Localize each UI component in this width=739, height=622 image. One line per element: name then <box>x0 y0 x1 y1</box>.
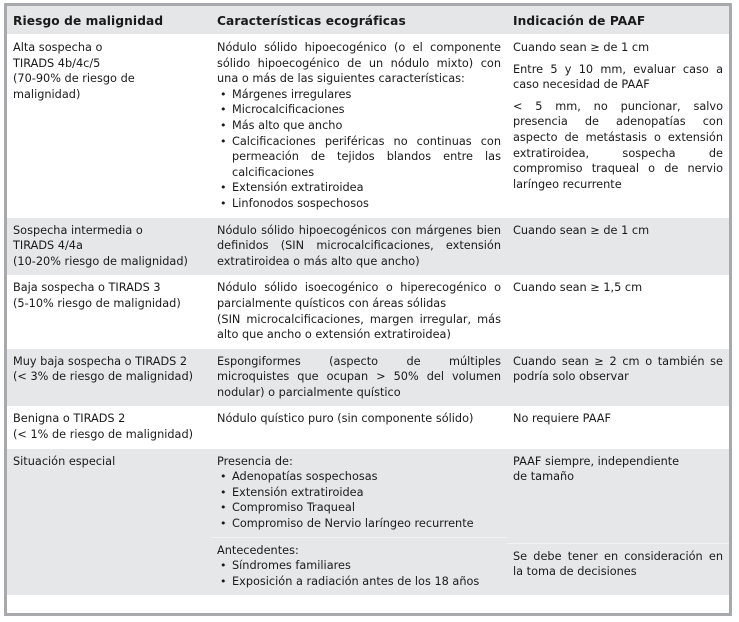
tirads-table-frame <box>4 3 732 616</box>
list-item: • Extensión extratiroidea <box>217 180 501 196</box>
presence-label: Presencia de: <box>217 454 293 468</box>
tirads-table <box>7 6 729 595</box>
table-row-low-suspicion <box>7 275 729 348</box>
list-item: • Más alto que ancho <box>217 118 501 134</box>
risk-line: (< 1% de riesgo de malignidad) <box>13 428 194 442</box>
history-list <box>217 558 501 589</box>
risk-cell <box>7 218 211 276</box>
table-row-high-suspicion <box>7 34 729 218</box>
list-item: • Calcificaciones periféricas no continuas con permeación de tejidos blandos entre las calcificaciones <box>217 134 501 181</box>
features-cell: Espongiformes (aspecto de múltiples microquistes que ocupan > 50% del volumen nodular) o parcialmente quístico <box>211 349 507 407</box>
list-item: • Compromiso de Nervio laríngeo recurrente <box>217 516 501 532</box>
list-item: • Adenopatías sospechosas <box>217 469 501 485</box>
features-cell <box>211 34 507 218</box>
list-item: • Microcalcificaciones <box>217 102 501 118</box>
risk-line: Sospecha intermedia o <box>13 223 143 237</box>
features-cell: Nódulo sólido hipoecogénicos con márgenes bien definidos (SIN microcalcificaciones, extensión extratiroidea o más alto que ancho) <box>211 218 507 276</box>
risk-line: Baja sospecha o TIRADS 3 <box>13 281 161 295</box>
history-label: Antecedentes: <box>217 543 299 557</box>
table-row-very-low-suspicion <box>7 349 729 407</box>
indication-cell: No requiere PAAF <box>513 412 612 426</box>
presence-list <box>217 469 501 531</box>
risk-cell <box>7 349 211 407</box>
history-indication-block <box>507 543 729 580</box>
risk-line: (70-90% de riesgo de <box>13 72 135 86</box>
risk-cell <box>7 34 211 218</box>
indication-text: < 5 mm, no puncionar, salvo presencia de adenopatías con aspecto de metástasis o extensión extratiroidea, sospecha de compromiso traqueal o de nervio laríngeo recurrente <box>513 99 723 191</box>
table-row-benign <box>7 406 729 448</box>
risk-line: (< 3% de riesgo de malignidad) <box>13 370 194 384</box>
indication-text: Cuando sean ≥ de 1 cm <box>513 41 650 54</box>
indication-cell: Cuando sean ≥ de 1 cm <box>507 218 729 276</box>
indication-cell: Cuando sean ≥ 1,5 cm <box>513 281 643 295</box>
features-text: Nódulo sólido isoecogénico o hiperecogénico o parcialmente quísticos con áreas sólidas <box>217 281 501 310</box>
indication-text: Entre 5 y 10 mm, evaluar caso a caso necesidad de PAAF <box>513 62 723 92</box>
history-block <box>211 537 507 590</box>
indication-history: Se debe tener en consideración en la toma de decisiones <box>513 549 723 579</box>
presence-indication-block <box>513 454 723 538</box>
table-header-row <box>7 6 729 34</box>
table-row-special-situation <box>7 449 729 596</box>
list-item: • Compromiso Traqueal <box>217 500 501 516</box>
list-item: • Síndromes familiares <box>217 558 501 574</box>
features-intro: Nódulo sólido hipoecogénico (o el componente sólido hipoecogénico de un nódulo mixto) con una o más de las siguientes características: <box>217 41 501 86</box>
risk-line: Muy baja sospecha o TIRADS 2 <box>13 354 188 368</box>
table-row-intermediate-suspicion <box>7 218 729 276</box>
list-item: • Extensión extratiroidea <box>217 485 501 501</box>
list-item: • Exposición a radiación antes de los 18 años <box>217 574 501 590</box>
risk-cell <box>7 275 211 348</box>
risk-line: (5-10% riesgo de malignidad) <box>13 296 181 310</box>
list-item: • Linfonodos sospechosos <box>217 196 501 212</box>
features-cell: Nódulo quístico puro (sin componente sólido) <box>217 412 474 426</box>
features-cell <box>211 449 507 596</box>
indication-cell <box>507 34 729 218</box>
risk-line: malignidad) <box>13 87 81 101</box>
list-item: • Márgenes irregulares <box>217 87 501 103</box>
indication-presence: PAAF siempre, independiente de tamaño <box>513 454 680 484</box>
risk-line: TIRADS 4b/4c/5 <box>13 56 101 70</box>
header-features: Características ecográficas <box>211 6 507 34</box>
risk-line: (10-20% riesgo de malignidad) <box>13 254 188 268</box>
features-extra: (SIN microcalcificaciones, margen irregular, más alto que ancho o extensión extratiroidea) <box>217 312 501 342</box>
risk-line: Benigna o TIRADS 2 <box>13 412 126 426</box>
header-risk: Riesgo de malignidad <box>7 6 211 34</box>
risk-cell: Situación especial <box>7 449 211 596</box>
risk-cell <box>7 406 211 448</box>
features-list <box>217 87 501 212</box>
risk-line: TIRADS 4/4a <box>13 239 83 253</box>
header-indication: Indicación de PAAF <box>507 6 729 34</box>
indication-cell <box>507 449 729 596</box>
risk-line: Alta sospecha o <box>13 41 103 54</box>
features-cell <box>211 275 507 348</box>
indication-cell: Cuando sean ≥ 2 cm o también se podría solo observar <box>507 349 729 407</box>
